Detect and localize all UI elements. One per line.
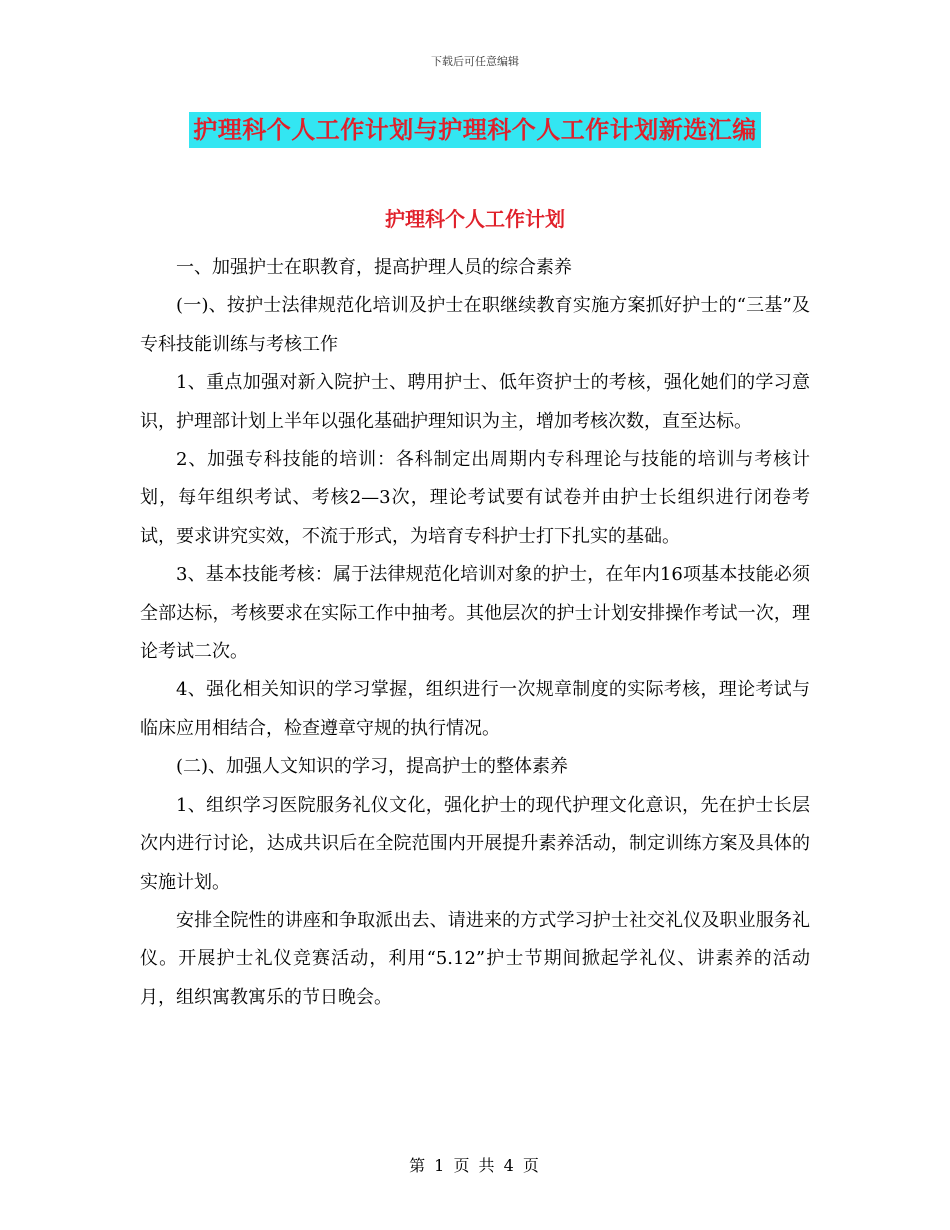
header-note: 下载后可任意编辑 — [431, 55, 519, 68]
main-title: 护理科个人工作计划与护理科个人工作计划新选汇编 — [189, 112, 761, 148]
paragraph: 4、强化相关知识的学习掌握，组织进行一次规章制度的实际考核，理论考试与临床应用相结合，检查遵章守规的执行情况。 — [140, 679, 810, 739]
paragraph: 2、加强专科技能的培训：各科制定出周期内专科理论与技能的培训与考核计划，每年组织考试、考核2—3次，理论考试要有试卷并由护士长组织进行闭卷考试，要求讲究实效，不流于形式，为培育专科护士打下扎实的基础。 — [140, 449, 810, 547]
paragraph: 1、组织学习医院服务礼仪文化，强化护士的现代护理文化意识，先在护士长层次内进行讨论，达成共识后在全院范围内开展提升素养活动，制定训练方案及具体的实施计划。 — [140, 794, 810, 893]
page-number-footer: 第 1 页 共 4 页 — [409, 1156, 541, 1175]
paragraph: 3、基本技能考核：属于法律规范化培训对象的护士，在年内16项基本技能必须全部达标，考核要求在实际工作中抽考。其他层次的护士计划安排操作考试一次，理论考试二次。 — [140, 564, 810, 663]
section-title: 护理科个人工作计划 — [385, 207, 565, 231]
paragraph: 1、重点加强对新入院护士、聘用护士、低年资护士的考核，强化她们的学习意识，护理部计划上半年以强化基础护理知识为主，增加考核次数，直至达标。 — [140, 372, 810, 432]
paragraph: (二)、加强人文知识的学习，提高护士的整体素养 — [176, 756, 569, 778]
main-title-wrapper — [0, 112, 950, 148]
paragraph: 一、加强护士在职教育，提高护理人员的综合素养 — [176, 257, 572, 278]
paragraph: 安排全院性的讲座和争取派出去、请进来的方式学习护士社交礼仪及职业服务礼仪。开展护士礼仪竞赛活动，利用“5.12”护士节期间掀起学礼仪、讲素养的活动月，组织寓教寓乐的节日晚会。 — [140, 909, 810, 1008]
paragraph: (一)、按护士法律规范化培训及护士在职继续教育实施方案抓好护士的“三基”及专科技能训练与考核工作 — [140, 295, 810, 355]
body-text — [140, 249, 810, 1017]
